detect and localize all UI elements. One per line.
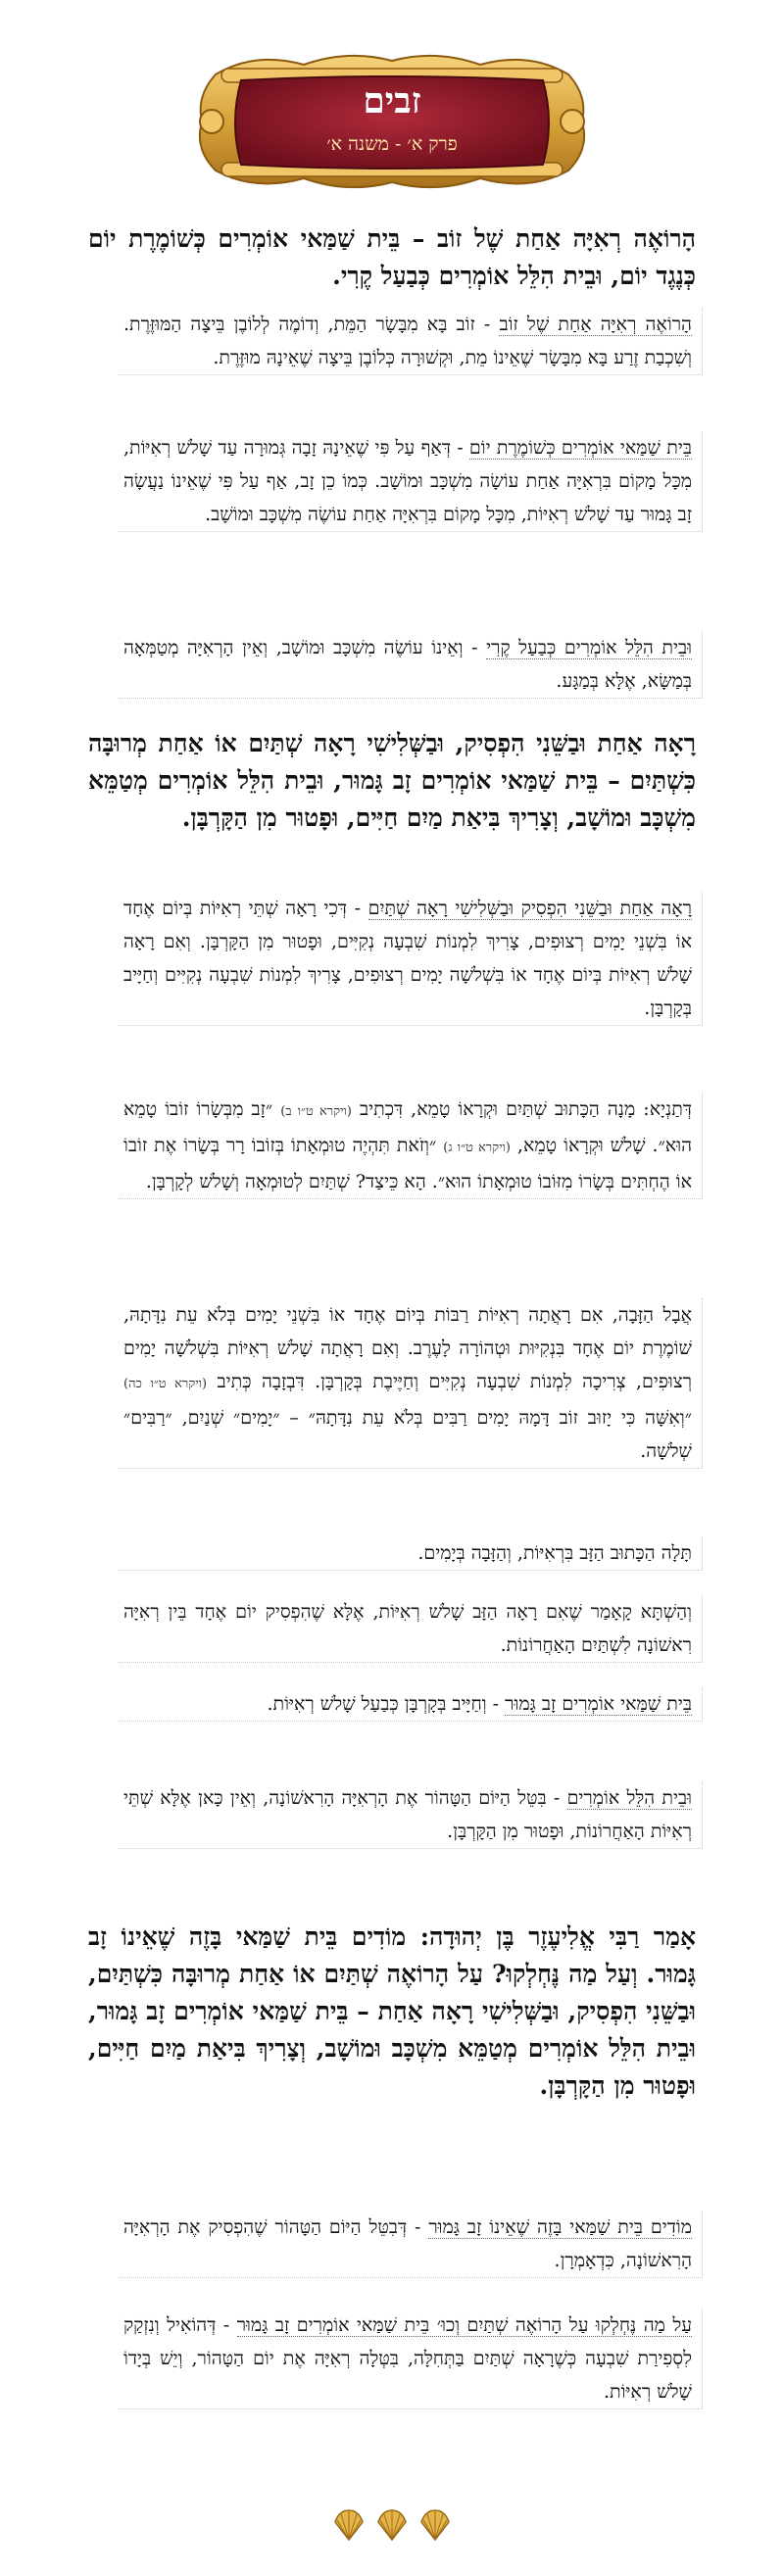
shell-icon [374,2508,410,2542]
verse-reference: (ויקרא ט״ו כה) [123,1377,208,1391]
commentary-paragraph-10 [118,1781,703,1849]
commentary-body: - דְּאַף עַל פִּי שֶׁאֵינָהּ זָבָה גְּמוּרָה עַד שָׁלשׁ רְאִיּוֹת, מִכָּל מָקוֹם בִּרְאִיָּה אַחַת עוֹשָׂה מִשְׁכָּב וּמוֹשָׁב. כְּמוֹ כֵן זָב, אַף עַל פִּי שֶׁאֵינוֹ נַעֲשָׂה זָב גָּמוּר עַד שָׁלשׁ רְאִיּוֹת, מִכָּל מָקוֹם בִּרְאִיָּה אַחַת עוֹשֶׂה מִשְׁכָּב וּמוֹשָׁב. [123,437,692,525]
commentary-body: אֲבָל הַזָּבָה, אִם רָאֲתָה רְאִיּוֹת רַבּוֹת בְּיוֹם אֶחָד אוֹ בִּשְׁנֵי יָמִים בְּלֹא עֵת נִדָּתָהּ, שׁוֹמֶרֶת יוֹם אֶחָד בִּנְקִיּוּת וּטְהוֹרָה לָעֶרֶב. וְאִם רָאֲתָה שָׁלשׁ רְאִיּוֹת בִּשְׁלשָׁה יָמִים רְצוּפִים, צְרִיכָה לִמְנוֹת שִׁבְעָה נְקִיִּים וְחַיֶּיבֶת בְּקָרְבָּן. דִּבְזָבָה כְּתִיב [123,1304,692,1392]
dibur-hamatchil: בֵּית שַׁמַּאי אוֹמְרִים כְּשׁוֹמֶרֶת יוֹם [468,437,692,459]
commentary-body: - וְחַיָּיב בְּקָרְבָּן כְּבַעַל שָׁלשׁ רְאִיּוֹת. [267,1693,506,1715]
commentary-paragraph-12 [118,2309,703,2409]
commentary-paragraph-6 [118,1298,703,1469]
verse-reference: (ויקרא ט״ו ב) [280,1104,352,1119]
commentary-body: - דְּהוֹאִיל וְנִזְקַק לִסְפִירַת שִׁבְעָה כְּשֶׁרָאָה שְׁתַּיִם בַּתְּחִלָּה, בִּטְּלָה רְאִיָּה אֶת יוֹם הַטָּהוֹר, וְיֵשׁ בְּיָדוֹ שָׁלשׁ רְאִיּוֹת. [123,2314,692,2403]
commentary-body: - דְּבִטֵּל הַיּוֹם הַטָּהוֹר שֶׁהִפְסִיק אֶת הָרְאִיָּה הָרִאשׁוֹנָה, כִּדְאָמְרָן. [123,2216,692,2271]
commentary-body: - בִּטֵּל הַיּוֹם הַטָּהוֹר אֶת הָרְאִיָּה הָרִאשׁוֹנָה, וְאֵין כָּאן אֶלָּא שְׁתֵּי רְאִיּוֹת הָאַחֲרוֹנוֹת, וּפָטוּר מִן הַקָּרְבָּן. [123,1787,692,1842]
commentary-body: - וְאֵינוֹ עוֹשֶׂה מִשְׁכָּב וּמוֹשָׁב, וְאֵין הָרְאִיָּה מְטַמְּאָה בְּמַשָּׂא, אֶלָּא בְּמַגָּע. [123,637,692,692]
commentary-body: ״זָב מִבְּשָׂרוֹ זוֹבוֹ טָמֵא הוּא״. שָׁלשׁ וּקְרָאוֹ טָמֵא, [123,1098,692,1156]
commentary-paragraph-3 [118,631,703,699]
commentary-body: - דְּכִי רָאָה שְׁתֵּי רְאִיּוֹת בְּיוֹם אֶחָד אוֹ בִּשְׁנֵי יָמִים רְצוּפִים, צָרִיךְ לִמְנוֹת שִׁבְעָה נְקִיִּים, וּפָטוּר מִן הַקָּרְבָּן. וְאִם רָאָה שָׁלשׁ רְאִיּוֹת בְּיוֹם אֶחָד אוֹ בִּשְׁלשָׁה יָמִים רְצוּפִים, צָרִיךְ לִמְנוֹת שִׁבְעָה נְקִיִּים וְחַיָּיב בְּקָרְבָּן. [123,898,692,1019]
shell-icon [417,2508,453,2542]
commentary-paragraph-11 [118,2211,703,2278]
commentary-body: דְּתַנְיָא: מָנָה הַכָּתוּב שְׁתַּיִם וּקְרָאוֹ טָמֵא, דִּכְתִיב [351,1098,692,1120]
commentary-body: - זוֹב בָּא מִבָּשָׂר הַמֵּת, וְדוֹמֶה לְלוֹבֶן בֵּיצָה הַמּוּזֶּרֶת. וְשִׁכְבַת זֶרַע בָּא מִבָּשָׂר שֶׁאֵינוֹ מֵת, וּקְשׁוּרָה כְּלוֹבֶן בֵּיצָה שֶׁאֵינָהּ מוּזֶּרֶת. [123,314,692,368]
commentary-paragraph-5 [118,1093,703,1199]
commentary-paragraph-4 [118,892,703,1026]
scroll-ornament [186,47,598,196]
verse-reference: (ויקרא ט״ו ג) [443,1141,511,1155]
dibur-hamatchil: וּבֵית הִלֵּל אוֹמְרִים [566,1787,692,1809]
dibur-hamatchil: מוֹדִים בֵּית שַׁמַּאי בָּזֶה שֶׁאֵינוֹ זָב גָּמוּר [428,2216,693,2238]
commentary-paragraph-2 [118,431,703,532]
commentary-body: ״וְאִשָּׁה כִּי יָזוּב זוֹב דָּמָהּ יָמִים רַבִּים בְּלֹא עֵת נִדָּתָהּ״ – ״יָמִים״ שְׁנַיִם, ״רַבִּים״ שְׁלשָׁה. [123,1407,692,1462]
dibur-hamatchil: עַל מַה נֶּחְלְקוּ עַל הָרוֹאֶה שְׁתַּיִם וְכוּ׳ בֵּית שַׁמַּאי אוֹמְרִים זָב גָּמוּר [236,2314,692,2336]
shell-icon [331,2508,367,2542]
dibur-hamatchil: הָרוֹאֶה רְאִיָּה אַחַת שֶׁל זוֹב [499,314,692,335]
tractate-title: זבים [363,80,421,122]
chapter-mishnah-subtitle: פרק א׳ - משנה א׳ [326,133,458,155]
commentary-paragraph-1 [118,308,703,375]
footer-ornament [331,2508,453,2548]
title-banner [186,47,598,196]
dibur-hamatchil: וּבֵית הִלֵּל אוֹמְרִים כְּבַעַל קֶרִי [486,637,692,658]
dibur-hamatchil: רָאָה אַחַת וּבַשֵּׁנִי הִפְסִיק וּבַשְּׁלִישִׁי רָאָה שְׁתַּיִם [368,898,692,919]
mishnah-text-3: אָמַר רַבִּי אֱלִיעֶזֶר בֶּן יְהוּדָה: מוֹדִים בֵּית שַׁמַּאי בָּזֶה שֶׁאֵינוֹ זָב גָּמוּר. וְעַל מַה נֶּחְלְקוּ? עַל הָרוֹאֶה שְׁתַּיִם אוֹ אַחַת מְרוּבָּה כִּשְׁתַּיִם, וּבַשֵּׁנִי הִפְסִיק, וּבַשְּׁלִישִׁי רָאָה אַחַת – בֵּית שַׁמַּאי אוֹמְרִים זָב גָּמוּר, וּבֵית הִלֵּל אוֹמְרִים מְטַמֵּא מִשְׁכָּב וּמוֹשָׁב, וְצָרִיךְ בִּיאַת מַיִם חַיִּים, וּפָטוּר מִן הַקָּרְבָּן. [88,1922,696,2100]
dibur-hamatchil: בֵּית שַׁמַּאי אוֹמְרִים זָב גָּמוּר [505,1693,692,1715]
commentary-body: ״וְזֹאת תִּהְיֶה טוּמְאָתוֹ בְּזוֹבוֹ רָר בְּשָׂרוֹ אֶת זוֹבוֹ אוֹ הֶחְתִּים בְּשָׂרוֹ מִזּוֹבוֹ טוּמְאָתוֹ הוּא״. הָא כֵּיצַד? שְׁתַּיִם לְטוּמְאָה וְשָׁלשׁ לְקָרְבָּן. [123,1135,692,1192]
commentary-paragraph-8: וְהַשְׁתָּא קָאָמַר שֶׁאִם רָאָה הַזָּב שָׁלשׁ רְאִיּוֹת, אֶלָּא שֶׁהִפְסִיק יוֹם אֶחָד בֵּין רְאִיָּה רִאשׁוֹנָה לִשְׁתַּיִם הָאַחֲרוֹנוֹת. [118,1595,703,1663]
mishnah-text-1: הָרוֹאֶה רְאִיָּה אַחַת שֶׁל זוֹב – בֵּית שַׁמַּאי אוֹמְרִים כְּשׁוֹמֶרֶת יוֹם כְּנֶגֶד יוֹם, וּבֵית הִלֵּל אוֹמְרִים כְּבַעַל קֶרִי. [88,224,696,290]
mishnah-text-2: רָאָה אַחַת וּבַשֵּׁנִי הִפְסִיק, וּבַשְּׁלִישִׁי רָאָה שְׁתַּיִם אוֹ אַחַת מְרוּבָּה כִּשְׁתַּיִם – בֵּית שַׁמַּאי אוֹמְרִים זָב גָּמוּר, וּבֵית הִלֵּל אוֹמְרִים מְטַמֵּא מִשְׁכָּב וּמוֹשָׁב, וְצָרִיךְ בִּיאַת מַיִם חַיִּים, וּפָטוּר מִן הַקָּרְבָּן. [88,729,696,832]
commentary-paragraph-9 [118,1687,703,1722]
commentary-paragraph-7: תָּלָה הַכָּתוּב הַזָּב בִּרְאִיּוֹת, וְהַזָּבָה בְּיָמִים. [118,1536,703,1571]
